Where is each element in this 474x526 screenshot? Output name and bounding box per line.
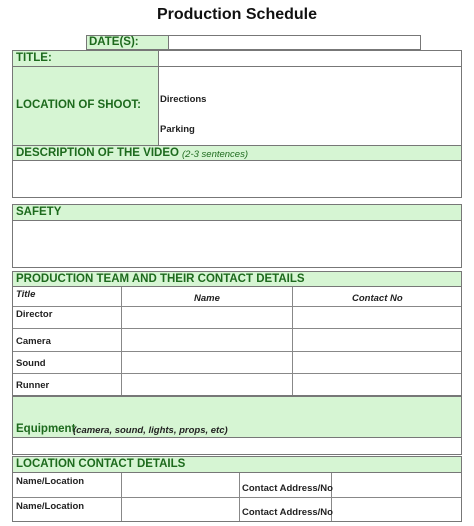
safety-header	[12, 204, 462, 221]
description-header	[12, 145, 462, 161]
location-row-name: Name/Location	[16, 476, 85, 487]
description-label: DESCRIPTION OF THE VIDEO	[16, 147, 179, 159]
title-label-cell	[12, 50, 159, 67]
equipment-label: Equipment	[16, 423, 76, 435]
title-label: TITLE:	[16, 52, 52, 64]
location-field[interactable]	[158, 66, 462, 146]
description-note: (2-3 sentences)	[182, 149, 249, 160]
team-row-camera: Camera	[16, 336, 51, 347]
team-table	[12, 286, 462, 396]
team-row-sound: Sound	[16, 358, 46, 369]
parking-label: Parking	[160, 124, 195, 135]
description-field[interactable]	[12, 160, 462, 198]
equipment-header	[12, 396, 462, 438]
equipment-note: (camera, sound, lights, props, etc)	[73, 425, 228, 436]
safety-field[interactable]	[12, 220, 462, 268]
team-col-name: Name	[194, 293, 220, 304]
team-row-director: Director	[16, 309, 53, 320]
title-field[interactable]	[158, 50, 462, 67]
page-title: Production Schedule	[156, 6, 317, 23]
directions-label: Directions	[160, 94, 207, 105]
team-header	[12, 271, 462, 287]
equipment-field[interactable]	[12, 437, 462, 455]
location-label-cell	[12, 66, 159, 146]
location-row-name: Name/Location	[16, 501, 85, 512]
dates-field[interactable]	[168, 35, 421, 50]
dates-label: DATE(S):	[89, 36, 139, 48]
team-label: PRODUCTION TEAM AND THEIR CONTACT DETAILS	[16, 273, 305, 285]
team-col-contact: Contact No	[352, 293, 403, 304]
location-label: LOCATION OF SHOOT:	[16, 99, 142, 111]
team-col-title: Title	[16, 289, 36, 300]
location-contact-table	[12, 472, 462, 522]
dates-label-cell	[86, 35, 169, 50]
location-row-contact: Contact Address/No	[242, 507, 333, 518]
team-row-runner: Runner	[16, 380, 50, 391]
location-contact-label: LOCATION CONTACT DETAILS	[16, 458, 186, 470]
location-contact-header	[12, 456, 462, 473]
safety-label: SAFETY	[16, 206, 62, 218]
location-row-contact: Contact Address/No	[242, 483, 333, 494]
